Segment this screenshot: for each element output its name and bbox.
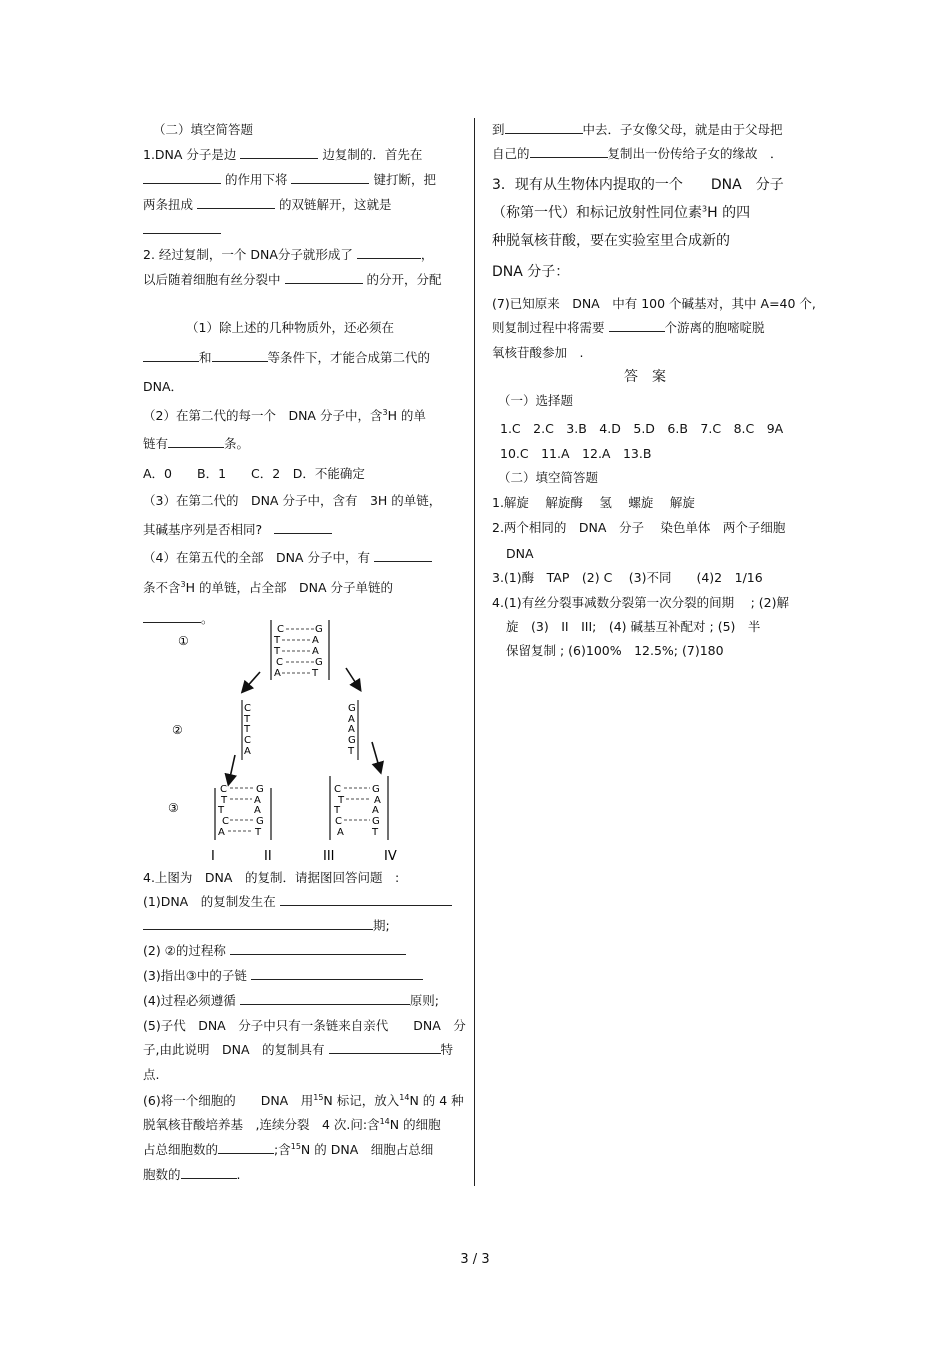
roman-label-3: III [323, 849, 335, 864]
answer-fill-3: 3.(1)酶 TAP (2) C (3)不同 (4)2 1/16 [492, 570, 763, 585]
svg-text:G: G [256, 784, 264, 795]
svg-text:C: C [244, 735, 251, 746]
arrow-left-daughter [229, 755, 235, 782]
q1-line1: 1.DNA 分子是边 边复制的．首先在 [143, 147, 423, 162]
blank [143, 918, 373, 930]
q4-sub6-line2: 脱氧核苷酸培养基 ,连续分裂 4 次.问:含$^{14}$N 的细胞 [143, 1116, 441, 1132]
parent-base-left: T [274, 635, 281, 646]
svg-text:T: T [244, 724, 251, 735]
blank [357, 247, 421, 259]
blank [230, 943, 406, 955]
blank [329, 1042, 441, 1054]
svg-text:G: G [372, 816, 380, 827]
continued-line1: 到 中去．子女像父母，就是由于父母把 [492, 122, 783, 137]
q3-part2: （2）在第二代的每一个 DNA 分子中，含$^3$H 的单 [143, 407, 426, 423]
roman-labels [211, 849, 397, 864]
roman-label-1: I [211, 849, 215, 864]
svg-text:C: C [335, 816, 342, 827]
q4-sub5: (5)子代 DNA 分子中只有一条链来自亲代 DNA 分 [143, 1018, 466, 1033]
svg-text:T: T [218, 805, 225, 816]
blank [285, 272, 363, 284]
svg-text:G: G [256, 816, 264, 827]
parent-base-right: A [312, 646, 319, 657]
svg-text:T: T [348, 746, 355, 757]
blank [168, 436, 224, 448]
q3-part4: （4）在第五代的全部 DNA 分子中，有 [143, 550, 432, 566]
svg-text:A: A [254, 795, 261, 806]
blank [609, 320, 665, 332]
q3-part2-line2: 链有 条。 [143, 436, 250, 451]
q2-line1: 2. 经过复制，一个 DNA分子就形成了 ， [143, 247, 434, 262]
q4-sub1-line2: 期; [143, 918, 390, 934]
blank [280, 894, 452, 906]
q7-line3: 氧核苷酸参加 . [492, 345, 584, 360]
parent-base-right: G [315, 657, 323, 668]
roman-label-2: II [264, 849, 272, 864]
blank [505, 122, 583, 134]
answer-section-2: （二）填空简答题 [498, 470, 599, 485]
daughter-dna-left [215, 784, 271, 840]
svg-text:T: T [244, 714, 251, 725]
q1-line3: 两条扭成 的双链解开，这就是 [143, 197, 392, 212]
arrow-left [244, 672, 260, 690]
stage-label-2: ② [172, 723, 183, 737]
arrow-right [346, 668, 359, 688]
answer-fill-2b: DNA [506, 546, 534, 561]
daughter-dna-right [330, 776, 388, 840]
continued-line2: 自己的 复制出一份传给子女的缘故 ． [492, 146, 783, 161]
svg-text:T: T [334, 805, 341, 816]
svg-text:G: G [348, 735, 356, 746]
blank [240, 993, 410, 1005]
q4-sub6: (6)将一个细胞的 DNA 用$^{15}$N 标记，放入$^{14}$N 的 4 种 [143, 1092, 464, 1108]
arrow-right-daughter [372, 742, 380, 770]
q3-options: A．0 B．1 C．2 D．不能确定 [143, 466, 365, 481]
answer-fill-4a: 4.(1)有丝分裂事减数分裂第一次分裂的间期 ; (2)解 [492, 595, 789, 610]
blank [212, 350, 268, 362]
svg-text:A: A [374, 795, 381, 806]
parent-base-left: C [277, 624, 284, 635]
answer-fill-4c: 保留复制 ; (6)100% 12.5%; (7)180 [506, 643, 724, 658]
svg-text:T: T [221, 795, 228, 806]
svg-text:A: A [337, 827, 344, 838]
q1-line2: 的作用下将 键打断，把 [143, 172, 436, 188]
blank [143, 222, 221, 234]
page-number: 3 / 3 [460, 1252, 490, 1267]
q3-part4-line2: 条不含$^3$H 的单链，占全部 DNA 分子单链的 [143, 579, 393, 595]
blank [530, 146, 608, 158]
q3-right-line4: DNA 分子： [492, 264, 570, 280]
parent-base-left: C [276, 657, 283, 668]
q4-sub6-line3: 占总细胞数的 ;含$^{15}$N 的 DNA 细胞占总细 [143, 1141, 434, 1157]
blank [181, 1167, 237, 1179]
svg-text:C: C [334, 784, 341, 795]
svg-text:T: T [255, 827, 262, 838]
svg-text:C: C [244, 703, 251, 714]
svg-text:G: G [372, 784, 380, 795]
section-title: （二）填空简答题 [153, 122, 254, 137]
stage-label-3: ③ [168, 801, 179, 815]
parent-base-left: T [274, 646, 281, 657]
roman-label-4: IV [384, 849, 397, 864]
q4-sub1: (1)DNA 的复制发生在 [143, 894, 452, 910]
q4-sub4: (4)过程必须遵循 原则; [143, 993, 439, 1008]
blank [143, 350, 199, 362]
parent-dna [271, 620, 329, 680]
q3-part3: （3）在第二代的 DNA 分子中，含有 3H 的单链， [143, 493, 442, 508]
blank [218, 1142, 274, 1154]
dna-replication-diagram [160, 612, 420, 867]
svg-text:C: C [222, 816, 229, 827]
q3-part3-line2: 其碱基序列是否相同? [143, 522, 332, 538]
parent-base-right: G [315, 624, 323, 635]
svg-text:A: A [218, 827, 225, 838]
q4-sub6-line4: 胞数的 . [143, 1167, 241, 1182]
parent-base-right: T [312, 668, 319, 679]
blank [251, 968, 423, 980]
q3-part1-line2: 和 等条件下，才能合成第二代的 [143, 350, 430, 366]
q1-line4 [143, 222, 221, 238]
q3-right-line1: 3．现有从生物体内提取的一个 DNA 分子 [492, 177, 784, 193]
blank [274, 522, 332, 534]
q4-sub5-line2: 子,由此说明 DNA 的复制具有 特 [143, 1042, 454, 1057]
parent-base-left: A [274, 668, 281, 679]
blank [291, 172, 369, 184]
answer-fill-1: 1.解旋 解旋酶 氢 螺旋 解旋 [492, 495, 695, 510]
svg-text:A: A [372, 805, 379, 816]
template-strand-right [347, 700, 358, 760]
svg-text:T: T [372, 827, 379, 838]
parent-base-right: A [312, 635, 319, 646]
q4-sub5-line3: 点. [143, 1067, 160, 1082]
stage-label-1: ① [178, 634, 189, 648]
q4-sub3: (3)指出③中的子链 [143, 968, 423, 984]
q4-sub2: (2) ②的过程称 [143, 943, 406, 959]
q7-line2: 则复制过程中将需要 个游离的胞嘧啶脱 [492, 320, 765, 335]
svg-text:G: G [348, 703, 356, 714]
svg-text:T: T [338, 795, 345, 806]
q3-part1-line3: DNA． [143, 379, 184, 394]
template-strand-left [242, 700, 251, 760]
svg-text:A: A [254, 805, 261, 816]
q4-intro: 4.上图为 DNA 的复制．请据图回答问题 : [143, 870, 400, 885]
blank [143, 172, 221, 184]
answer-fill-2: 2.两个相同的 DNA 分子 染色单体 两个子细胞 [492, 520, 786, 535]
q3-part4-line3: 。 [143, 611, 214, 627]
blank [197, 197, 275, 209]
q3-right-line2: （称第一代）和标记放射性同位素$^3$H 的四 [492, 204, 751, 221]
answer-choice-row1: 1.C 2.C 3.B 4.D 5.D 6.B 7.C 8.C 9A [500, 421, 784, 436]
q7-line1: (7)已知原来 DNA 中有 100 个碱基对，其中 A=40 个, [492, 296, 816, 311]
answer-choice-row2: 10.C 11.A 12.A 13.B [500, 446, 652, 461]
column-divider [474, 118, 475, 1186]
answer-section-1: （一）选择题 [498, 393, 574, 408]
answer-fill-4b: 旋 (3) II III; (4) 碱基互补配对 ; (5) 半 [506, 619, 761, 634]
svg-text:A: A [244, 746, 251, 757]
blank [240, 147, 318, 159]
svg-text:A: A [348, 714, 355, 725]
svg-text:C: C [220, 784, 227, 795]
q3-part1: （1）除上述的几种物质外，还必须在 [186, 320, 394, 335]
svg-text:A: A [348, 724, 355, 735]
q2-line2: 以后随着细胞有丝分裂中 的分开，分配 [143, 272, 442, 287]
answer-title: 答 案 [624, 369, 666, 385]
q3-right-line3: 种脱氧核苷酸，要在实验室里合成新的 [492, 233, 730, 249]
blank [374, 550, 432, 562]
